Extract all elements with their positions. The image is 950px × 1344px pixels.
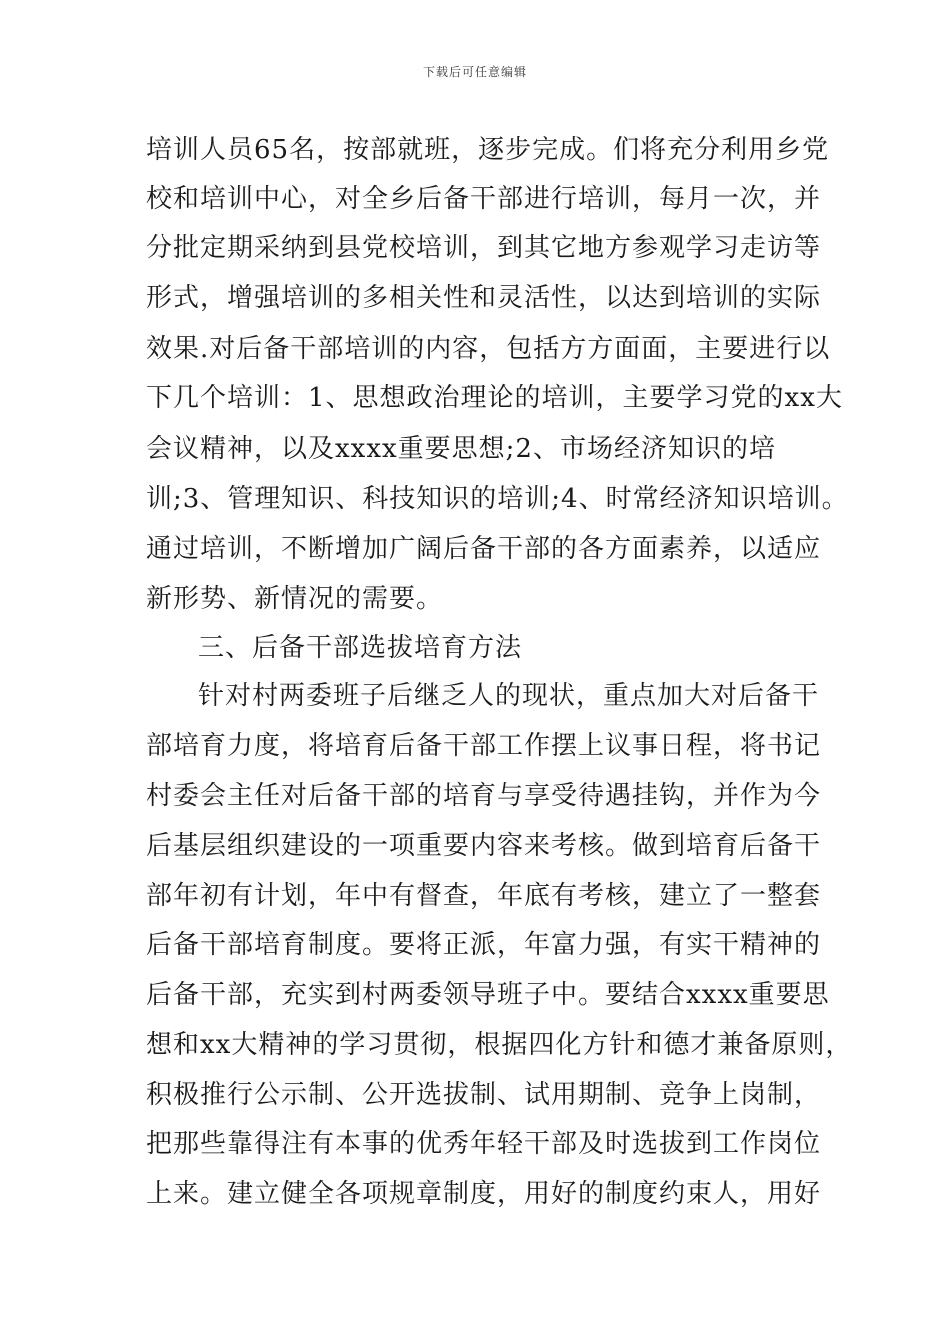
section-heading: 三、后备干部选拔培育方法 (198, 633, 523, 663)
text-line: 会议精神，以及xxxx重要思想;2、市场经济知识的培 (146, 434, 776, 464)
text-line: 效果.对后备干部培训的内容，包括方方面面，主要进行以 (146, 334, 831, 364)
text-line: 训;3、管理知识、科技知识的培训;4、时常经济知识培训。 (146, 484, 849, 514)
text-line: 部培育力度，将培育后备干部工作摆上议事日程，将书记 (146, 731, 822, 761)
text-line: 下几个培训：1、思想政治理论的培训，主要学习党的xx大 (146, 383, 843, 413)
text-line: 部年初有计划，年中有督查，年底有考核，建立了一整套 (146, 881, 822, 911)
text-line: 校和培训中心，对全乡后备干部进行培训，每月一次，并 (146, 184, 822, 214)
text-line: 针对村两委班子后继乏人的现状，重点加大对后备干 (198, 681, 820, 711)
text-line: 通过培训，不断增加广阔后备干部的各方面素养，以适应 (146, 534, 822, 564)
page-header: 下载后可任意编辑 (422, 65, 527, 79)
text-line: 把那些靠得注有本事的优秀年轻干部及时选拔到工作岗位 (146, 1129, 822, 1159)
text-line: 培训人员65名，按部就班，逐步完成。们将充分利用乡党 (146, 135, 830, 165)
text-line: 积极推行公示制、公开选拔制、试用期制、竞争上岗制， (146, 1080, 822, 1110)
text-line: 上来。建立健全各项规章制度，用好的制度约束人，用好 (146, 1179, 822, 1209)
text-line: 新形势、新情况的需要。 (146, 584, 444, 614)
text-line: 后备干部培育制度。要将正派，年富力强，有实干精神的 (146, 930, 822, 960)
text-line: 想和xx大精神的学习贯彻，根据四化方针和德才兼备原则， (146, 1030, 853, 1060)
text-line: 分批定期采纳到县党校培训，到其它地方参观学习走访等 (146, 233, 822, 263)
text-line: 后备干部，充实到村两委领导班子中。要结合xxxx重要思 (146, 980, 830, 1010)
text-line: 后基层组织建设的一项重要内容来考核。做到培育后备干 (146, 831, 822, 861)
text-line: 形式，增强培训的多相关性和灵活性，以达到培训的实际 (146, 283, 822, 313)
text-line: 村委会主任对后备干部的培育与享受待遇挂钩，并作为今 (146, 781, 822, 811)
